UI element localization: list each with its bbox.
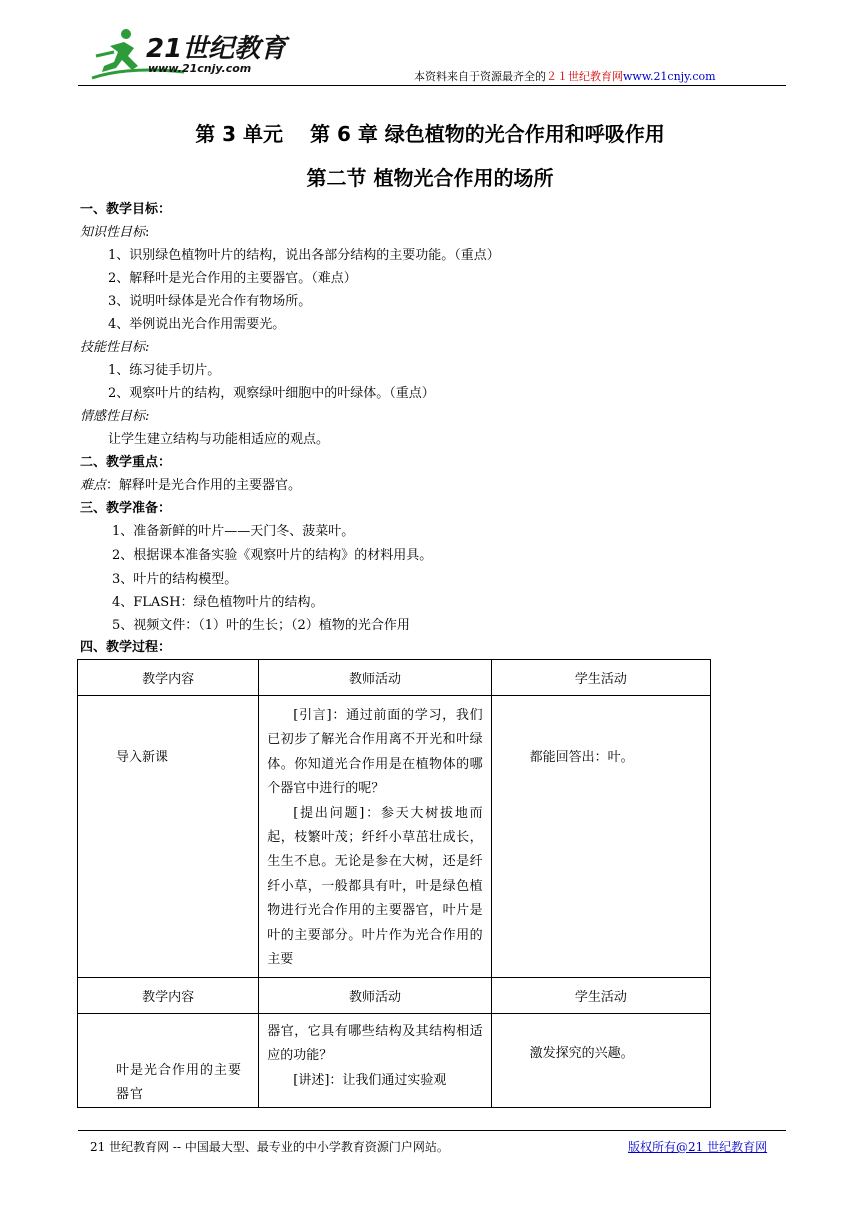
difficulty-label: 难点	[80, 478, 107, 493]
header-site-url[interactable]: www.21cnjy.com	[623, 70, 716, 83]
knowledge-label: 知识性目标	[80, 225, 146, 240]
footer-divider	[78, 1130, 786, 1131]
knowledge-item-1: 1、识别绿色植物叶片的结构，说出各部分结构的主要功能。（重点）	[108, 248, 500, 263]
header-note-prefix: 本资料来自于资源最齐全的	[414, 70, 546, 83]
row1-teacher-p2: [提出问题]：参天大树拔地而起，枝繁叶茂；纤纤小草茁壮成长，生生不息。无论是参在大树，还是纤纤小草，一般都具有叶，叶是绿色植物进行光合作用的主要器官，叶片是叶的主要部分。叶片作为光合作用的主要	[267, 805, 483, 968]
header-cell-student-repeat: 学生活动	[491, 978, 710, 1014]
site-logo	[88, 22, 288, 84]
prep-item-3: 3、叶片的结构模型。	[112, 572, 238, 587]
section-title: 第二节 植物光合作用的场所	[306, 166, 554, 190]
table-header-row	[78, 660, 711, 696]
skill-label: 技能性目标:	[80, 340, 150, 355]
table-cell-student	[491, 696, 710, 978]
row1-teacher-p1: [引言]：通过前面的学习，我们已初步了解光合作用离不开光和叶绿体。你知道光合作用是在植物体的哪个器官中进行的呢？	[267, 708, 483, 797]
header-divider	[78, 85, 786, 86]
difficulty-text: ：解释叶是光合作用的主要器官。	[106, 478, 302, 493]
emotion-item-1: 让学生建立结构与功能相适应的观点。	[108, 432, 330, 447]
emotion-label: 情感性目标:	[80, 409, 150, 424]
table-header-row-repeat	[78, 978, 711, 1014]
table-cell-teacher	[259, 696, 491, 978]
footer-text: 21 世纪教育网 -- 中国最大型、最专业的中小学教育资源门户网站。	[90, 1140, 449, 1154]
prep-item-5: 5、视频文件：（1）叶的生长；（2）植物的光合作用	[112, 618, 410, 633]
table-cell-content	[78, 1014, 259, 1108]
logo-text: 21世纪教育	[146, 34, 287, 64]
row2-teacher-p1: 器官，它具有哪些结构及其结构相适应的功能？	[267, 1024, 483, 1064]
knowledge-item-4: 4、举例说出光合作用需要光。	[108, 317, 286, 332]
prep-item-2: 2、根据课本准备实验《观察叶片的结构》的材料用具。	[112, 548, 433, 563]
table-cell-student	[491, 1014, 710, 1108]
logo-url: www.21cnjy.com	[148, 62, 252, 75]
table-cell-teacher	[259, 1014, 491, 1108]
knowledge-colon: :	[145, 225, 150, 240]
prep-item-4: 4、FLASH：绿色植物叶片的结构。	[112, 595, 324, 610]
footer-copyright-link[interactable]: 版权所有@21 世纪教育网	[628, 1140, 768, 1154]
skill-item-2: 2、观察叶片的结构，观察绿叶细胞中的叶绿体。（重点）	[108, 386, 435, 401]
page-title: 第 3 单元 第 6 章 绿色植物的光合作用和呼吸作用	[195, 122, 665, 146]
header-cell-student: 学生活动	[491, 660, 710, 696]
header-site-name[interactable]: ２１世纪教育网	[546, 70, 623, 83]
knowledge-item-2: 2、解释叶是光合作用的主要器官。（难点）	[108, 271, 357, 286]
lesson-table	[77, 659, 711, 1108]
row2-content: 叶是光合作用的主要器官	[116, 1063, 243, 1102]
row1-student: 都能回答出：叶。	[529, 750, 634, 765]
table-cell-content	[78, 696, 259, 978]
header-cell-teacher: 教师活动	[259, 660, 491, 696]
header-cell-content-repeat: 教学内容	[78, 978, 259, 1014]
header-note	[414, 68, 716, 84]
knowledge-label-line	[80, 224, 149, 242]
table-row	[78, 696, 711, 978]
skill-item-1: 1、练习徒手切片。	[108, 363, 221, 378]
row2-teacher-p2: [讲述]：让我们通过实验观	[293, 1072, 447, 1088]
row2-student: 激发探究的兴趣。	[529, 1046, 634, 1061]
header-cell-teacher-repeat: 教师活动	[259, 978, 491, 1014]
heading-objectives: 一、教学目标：	[80, 202, 172, 217]
prep-item-1: 1、准备新鲜的叶片——天门冬、菠菜叶。	[112, 524, 355, 539]
difficulty-line	[80, 477, 301, 495]
heading-key-points: 二、教学重点：	[80, 455, 172, 470]
heading-preparation: 三、教学准备：	[80, 501, 172, 516]
knowledge-item-3: 3、说明叶绿体是光合作有物场所。	[108, 294, 312, 309]
row1-content: 导入新课	[116, 750, 169, 765]
header-cell-content: 教学内容	[78, 660, 259, 696]
table-row	[78, 1014, 711, 1108]
heading-process: 四、教学过程：	[80, 640, 172, 655]
